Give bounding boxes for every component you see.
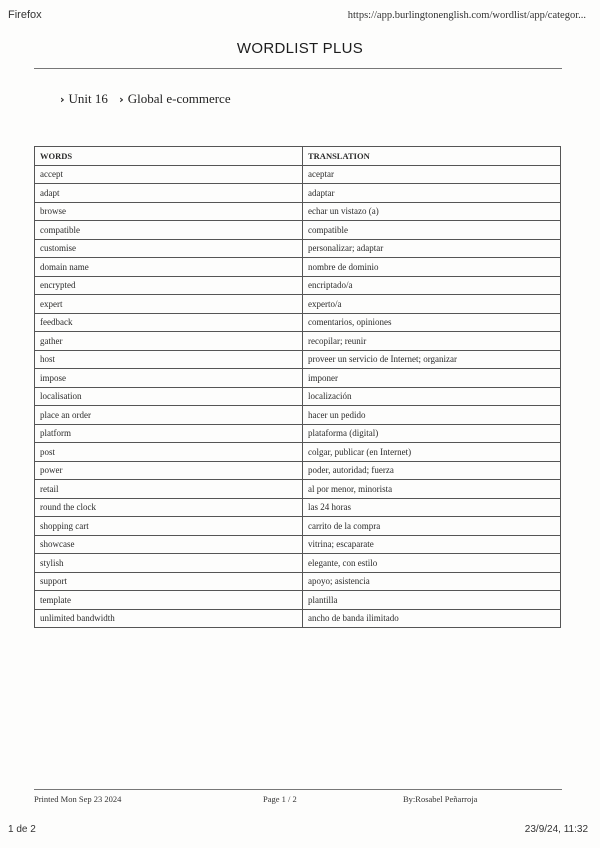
table-row bbox=[35, 387, 561, 406]
table-row bbox=[35, 591, 561, 610]
page-number: Page 1 / 2 bbox=[263, 794, 297, 804]
chevron-right-icon: › bbox=[119, 93, 124, 106]
table-row bbox=[35, 535, 561, 554]
breadcrumb-unit[interactable]: Unit 16 bbox=[68, 91, 108, 106]
title-divider bbox=[34, 68, 562, 69]
cell-word: browse bbox=[35, 202, 303, 221]
cell-word: unlimited bandwidth bbox=[35, 609, 303, 628]
breadcrumb-topic[interactable]: Global e-commerce bbox=[127, 91, 231, 106]
cell-word: support bbox=[35, 572, 303, 591]
footer-divider bbox=[34, 789, 562, 790]
cell-translation: hacer un pedido bbox=[303, 406, 561, 425]
cell-translation: vitrina; escaparate bbox=[303, 535, 561, 554]
cell-translation: plantilla bbox=[303, 591, 561, 610]
cell-translation: nombre de dominio bbox=[303, 258, 561, 277]
cell-translation: recopilar; reunir bbox=[303, 332, 561, 351]
cell-word: post bbox=[35, 443, 303, 462]
cell-word: encrypted bbox=[35, 276, 303, 295]
table-row bbox=[35, 443, 561, 462]
cell-word: round the clock bbox=[35, 498, 303, 517]
table-row bbox=[35, 276, 561, 295]
table-row bbox=[35, 165, 561, 184]
cell-word: domain name bbox=[35, 258, 303, 277]
cell-translation: aceptar bbox=[303, 165, 561, 184]
table-row bbox=[35, 221, 561, 240]
table-row bbox=[35, 332, 561, 351]
cell-translation: elegante, con estilo bbox=[303, 554, 561, 573]
cell-word: retail bbox=[35, 480, 303, 499]
printed-date: Printed Mon Sep 23 2024 bbox=[34, 794, 122, 804]
chevron-right-icon: › bbox=[60, 93, 65, 106]
browser-name: Firefox bbox=[8, 9, 42, 21]
cell-word: compatible bbox=[35, 221, 303, 240]
table-row bbox=[35, 572, 561, 591]
cell-translation: echar un vistazo (a) bbox=[303, 202, 561, 221]
print-page-count: 1 de 2 bbox=[8, 824, 36, 835]
page-url: https://app.burlingtonenglish.com/wordlist/app/categor... bbox=[347, 10, 586, 21]
table-row bbox=[35, 313, 561, 332]
table-header-row bbox=[35, 147, 561, 166]
cell-word: impose bbox=[35, 369, 303, 388]
table-row bbox=[35, 184, 561, 203]
table-row bbox=[35, 239, 561, 258]
cell-translation: imponer bbox=[303, 369, 561, 388]
cell-word: accept bbox=[35, 165, 303, 184]
table-row bbox=[35, 609, 561, 628]
page-title: WORDLIST PLUS bbox=[236, 40, 364, 57]
cell-word: customise bbox=[35, 239, 303, 258]
table-row bbox=[35, 406, 561, 425]
cell-word: adapt bbox=[35, 184, 303, 203]
table-row bbox=[35, 295, 561, 314]
column-header-words: WORDS bbox=[35, 147, 303, 166]
table-row bbox=[35, 480, 561, 499]
cell-word: expert bbox=[35, 295, 303, 314]
print-datetime: 23/9/24, 11:32 bbox=[524, 824, 588, 835]
cell-word: template bbox=[35, 591, 303, 610]
cell-translation: comentarios, opiniones bbox=[303, 313, 561, 332]
table-row bbox=[35, 424, 561, 443]
cell-translation: plataforma (digital) bbox=[303, 424, 561, 443]
cell-word: stylish bbox=[35, 554, 303, 573]
cell-translation: las 24 horas bbox=[303, 498, 561, 517]
table-row bbox=[35, 461, 561, 480]
column-header-translation: TRANSLATION bbox=[303, 147, 561, 166]
table-row bbox=[35, 498, 561, 517]
table-row bbox=[35, 517, 561, 536]
author: By:Rosabel Peñarroja bbox=[403, 794, 478, 804]
table-row bbox=[35, 202, 561, 221]
cell-translation: localización bbox=[303, 387, 561, 406]
cell-word: gather bbox=[35, 332, 303, 351]
cell-translation: carrito de la compra bbox=[303, 517, 561, 536]
cell-translation: experto/a bbox=[303, 295, 561, 314]
cell-translation: colgar, publicar (en Internet) bbox=[303, 443, 561, 462]
table-row bbox=[35, 369, 561, 388]
cell-word: localisation bbox=[35, 387, 303, 406]
cell-translation: al por menor, minorista bbox=[303, 480, 561, 499]
cell-translation: adaptar bbox=[303, 184, 561, 203]
cell-word: place an order bbox=[35, 406, 303, 425]
cell-translation: personalizar; adaptar bbox=[303, 239, 561, 258]
cell-word: showcase bbox=[35, 535, 303, 554]
cell-word: host bbox=[35, 350, 303, 369]
table-row bbox=[35, 258, 561, 277]
cell-translation: poder, autoridad; fuerza bbox=[303, 461, 561, 480]
cell-word: power bbox=[35, 461, 303, 480]
cell-translation: encriptado/a bbox=[303, 276, 561, 295]
cell-translation: proveer un servicio de Internet; organizar bbox=[303, 350, 561, 369]
table-row bbox=[35, 350, 561, 369]
cell-word: platform bbox=[35, 424, 303, 443]
cell-word: shopping cart bbox=[35, 517, 303, 536]
table-row bbox=[35, 554, 561, 573]
cell-translation: ancho de banda ilimitado bbox=[303, 609, 561, 628]
cell-translation: apoyo; asistencia bbox=[303, 572, 561, 591]
breadcrumb bbox=[60, 91, 231, 107]
cell-word: feedback bbox=[35, 313, 303, 332]
cell-translation: compatible bbox=[303, 221, 561, 240]
wordlist-body bbox=[35, 165, 561, 628]
wordlist-table bbox=[34, 146, 561, 628]
